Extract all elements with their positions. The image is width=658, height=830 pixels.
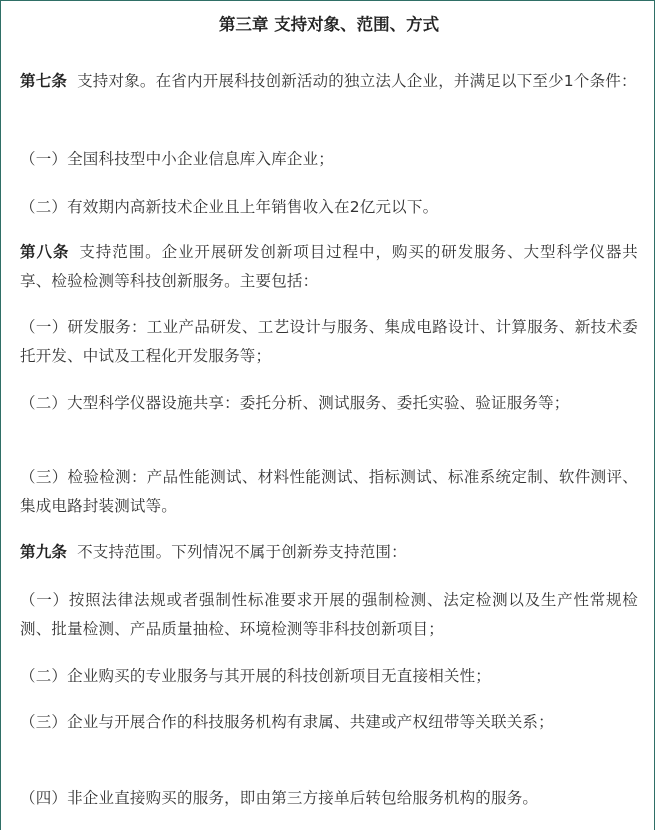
article-8-heading: 第八条 [20, 243, 70, 261]
article-8-item-3: （三）检验检测：产品性能测试、材料性能测试、指标测试、标准系统定制、软件测评、集成电路封装测试等。 [20, 468, 638, 515]
article-9-heading: 第九条 [20, 543, 68, 561]
article-7-heading: 第七条 [20, 72, 68, 90]
article-7 [20, 67, 638, 96]
article-9-item-1: （一）按照法律法规或者强制性标准要求开展的强制检测、法定检测以及生产性常规检测、批量检测、产品质量抽检、环境检测等非科技创新项目； [20, 591, 638, 638]
article-8 [20, 238, 638, 296]
article-7-text: 支持对象。在省内开展科技创新活动的独立法人企业，并满足以下至少1个条件： [77, 72, 637, 90]
article-9-item-4: （四）非企业直接购买的服务，即由第三方接单后转包给服务机构的服务。 [20, 789, 539, 807]
article-9 [20, 538, 638, 567]
article-9-text: 不支持范围。下列情况不属于创新券支持范围： [77, 543, 407, 561]
article-9-item-3: （三）企业与开展合作的科技服务机构有隶属、共建或产权纽带等关联关系； [20, 713, 554, 731]
article-8-item-1: （一）研发服务：工业产品研发、工艺设计与服务、集成电路设计、计算服务、新技术委托开发、中试及工程化开发服务等； [20, 318, 638, 365]
article-9-item-2: （二）企业购买的专业服务与其开展的科技创新项目无直接相关性； [20, 667, 492, 685]
article-8-item-2: （二）大型科学仪器设施共享：委托分析、测试服务、委托实验、验证服务等； [20, 394, 570, 412]
chapter-title: 第三章 支持对象、范围、方式 [218, 15, 440, 34]
article-7-item-2: （二）有效期内高新技术企业且上年销售收入在2亿元以下。 [20, 198, 439, 216]
article-8-text: 支持范围。企业开展研发创新项目过程中，购买的研发服务、大型科学仪器共享、检验检测等科技创新服务。主要包括： [20, 243, 638, 290]
article-7-item-1: （一）全国科技型中小企业信息库入库企业； [20, 150, 335, 168]
